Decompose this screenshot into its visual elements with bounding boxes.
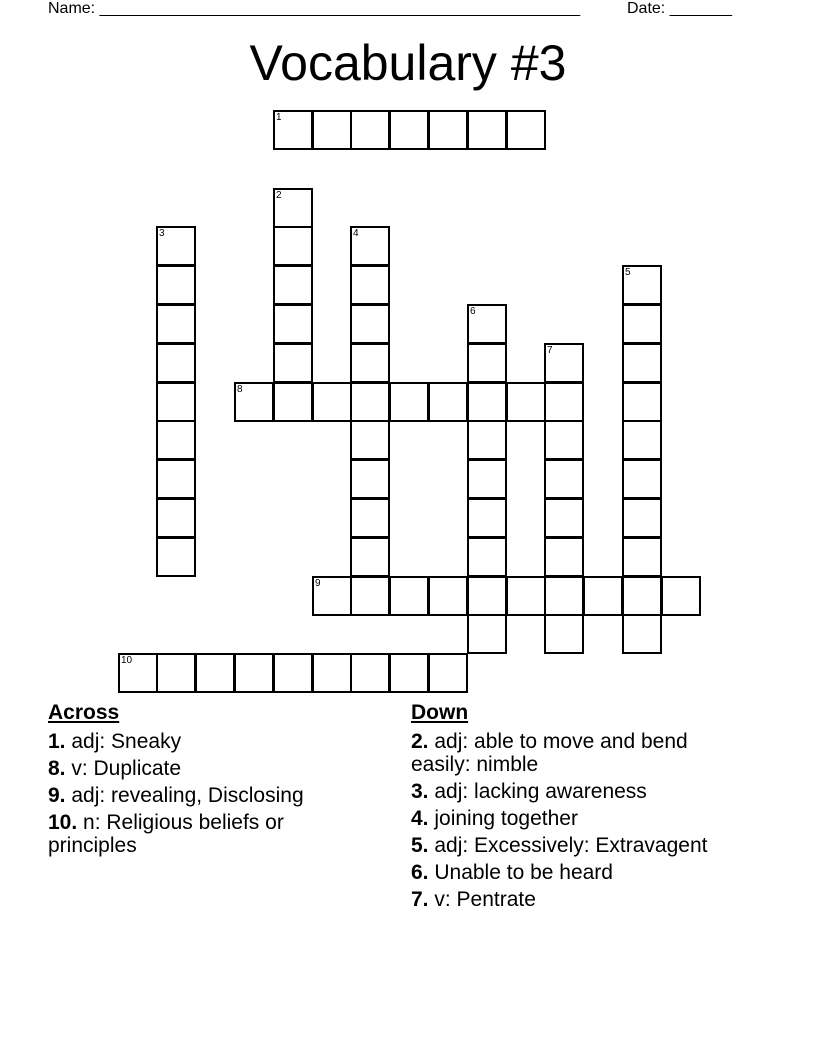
- crossword-cell[interactable]: [622, 459, 662, 499]
- clue-number: 1.: [48, 730, 66, 753]
- clue-text: adj: lacking awareness: [428, 780, 647, 803]
- crossword-cell[interactable]: [156, 653, 196, 693]
- clue-number: 7.: [411, 888, 429, 911]
- crossword-cell[interactable]: [273, 382, 313, 422]
- cell-number: 9: [315, 578, 321, 589]
- crossword-cell[interactable]: [661, 576, 701, 616]
- clue-text: n: Religious beliefs or principles: [48, 811, 284, 857]
- crossword-cell[interactable]: [350, 382, 390, 422]
- clue-number: 9.: [48, 784, 66, 807]
- crossword-cell[interactable]: [467, 420, 507, 460]
- crossword-cell[interactable]: [467, 304, 507, 344]
- crossword-cell[interactable]: [350, 459, 390, 499]
- crossword-cell[interactable]: [350, 576, 390, 616]
- clue-number: 5.: [411, 834, 429, 857]
- crossword-cell[interactable]: [544, 498, 584, 538]
- crossword-cell[interactable]: [273, 343, 313, 383]
- crossword-cell[interactable]: [350, 537, 390, 577]
- crossword-cell[interactable]: [312, 110, 352, 150]
- crossword-cell[interactable]: [389, 110, 429, 150]
- cell-number: 10: [121, 655, 133, 666]
- crossword-cell[interactable]: [273, 653, 313, 693]
- crossword-cell[interactable]: [622, 537, 662, 577]
- crossword-cell[interactable]: [350, 110, 390, 150]
- cell-number: 1: [276, 112, 282, 123]
- clue-text: Unable to be heard: [428, 861, 613, 884]
- clue-number: 8.: [48, 757, 66, 780]
- clue-text: v: Pentrate: [428, 888, 536, 911]
- crossword-cell[interactable]: [467, 459, 507, 499]
- cell-number: 3: [159, 228, 165, 239]
- clue-item: [48, 811, 378, 857]
- crossword-cell[interactable]: [544, 537, 584, 577]
- crossword-cell[interactable]: [467, 110, 507, 150]
- crossword-cell[interactable]: [156, 420, 196, 460]
- crossword-cell[interactable]: [156, 304, 196, 344]
- crossword-cell[interactable]: [544, 420, 584, 460]
- clue-item: [411, 888, 751, 911]
- crossword-cell[interactable]: [467, 498, 507, 538]
- clue-item: [48, 730, 378, 753]
- clue-item: [411, 861, 751, 884]
- date-field-label[interactable]: Date: _______: [627, 0, 732, 17]
- clue-text: adj: Excessively: Extravagent: [428, 834, 708, 857]
- clue-text: v: Duplicate: [65, 757, 182, 780]
- crossword-cell[interactable]: [350, 265, 390, 305]
- crossword-cell[interactable]: [156, 537, 196, 577]
- crossword-cell[interactable]: [350, 304, 390, 344]
- clue-item: [411, 807, 751, 830]
- clue-text: adj: revealing, Disclosing: [65, 784, 304, 807]
- crossword-cell[interactable]: [156, 382, 196, 422]
- crossword-cell[interactable]: [195, 653, 235, 693]
- clue-item: [411, 834, 751, 857]
- crossword-cell[interactable]: [273, 188, 313, 228]
- crossword-cell[interactable]: [544, 614, 584, 654]
- crossword-cell[interactable]: [622, 614, 662, 654]
- crossword-cell[interactable]: [622, 382, 662, 422]
- crossword-cell[interactable]: [467, 537, 507, 577]
- crossword-cell[interactable]: [234, 382, 274, 422]
- cell-number: 5: [625, 267, 631, 278]
- crossword-cell[interactable]: [622, 265, 662, 305]
- crossword-cell[interactable]: [622, 420, 662, 460]
- crossword-cell[interactable]: [622, 343, 662, 383]
- crossword-cell[interactable]: [467, 576, 507, 616]
- crossword-cell[interactable]: [156, 459, 196, 499]
- crossword-cell[interactable]: [118, 653, 158, 693]
- crossword-cell[interactable]: [389, 576, 429, 616]
- clue-number: 3.: [411, 780, 429, 803]
- clue-item: [411, 780, 751, 803]
- crossword-cell[interactable]: [312, 653, 352, 693]
- crossword-cell[interactable]: [428, 653, 468, 693]
- name-field-label[interactable]: Name: ______________________________________________________: [48, 0, 581, 17]
- crossword-cell[interactable]: [622, 576, 662, 616]
- crossword-cell[interactable]: [389, 653, 429, 693]
- crossword-cell[interactable]: [350, 498, 390, 538]
- crossword-cell[interactable]: [156, 343, 196, 383]
- cell-number: 6: [470, 306, 476, 317]
- clue-text: joining together: [428, 807, 578, 830]
- crossword-cell[interactable]: [506, 382, 546, 422]
- crossword-cell[interactable]: [273, 226, 313, 266]
- across-heading: Across: [48, 701, 120, 724]
- cell-number: 2: [276, 190, 282, 201]
- crossword-cell[interactable]: [312, 576, 352, 616]
- crossword-cell[interactable]: [583, 576, 623, 616]
- crossword-cell[interactable]: [544, 459, 584, 499]
- crossword-cell[interactable]: [544, 382, 584, 422]
- down-clues: [411, 701, 751, 915]
- cell-number: 7: [547, 345, 553, 356]
- crossword-cell[interactable]: [506, 576, 546, 616]
- crossword-cell[interactable]: [156, 265, 196, 305]
- across-clues: [48, 701, 378, 861]
- crossword-cell[interactable]: [467, 343, 507, 383]
- crossword-cell[interactable]: [156, 498, 196, 538]
- clue-number: 6.: [411, 861, 429, 884]
- clue-item: [48, 784, 378, 807]
- cell-number: 8: [237, 384, 243, 395]
- crossword-cell[interactable]: [234, 653, 274, 693]
- cell-number: 4: [353, 228, 359, 239]
- crossword-cell[interactable]: [467, 382, 507, 422]
- crossword-cell[interactable]: [273, 265, 313, 305]
- crossword-cell[interactable]: [350, 420, 390, 460]
- crossword-cell[interactable]: [389, 382, 429, 422]
- crossword-cell[interactable]: [467, 614, 507, 654]
- crossword-cell[interactable]: [622, 304, 662, 344]
- clue-text: adj: Sneaky: [65, 730, 182, 753]
- clue-number: 2.: [411, 730, 429, 753]
- crossword-cell[interactable]: [544, 343, 584, 383]
- crossword-cell[interactable]: [273, 304, 313, 344]
- crossword-cell[interactable]: [544, 576, 584, 616]
- crossword-cell[interactable]: [428, 382, 468, 422]
- crossword-cell[interactable]: [622, 498, 662, 538]
- crossword-cell[interactable]: [312, 382, 352, 422]
- crossword-cell[interactable]: [156, 226, 196, 266]
- page-title: Vocabulary #3: [249, 35, 567, 91]
- clue-text: adj: able to move and bend easily: nimble: [411, 730, 688, 776]
- crossword-cell[interactable]: [350, 653, 390, 693]
- clue-item: [411, 730, 751, 776]
- down-heading: Down: [411, 701, 469, 724]
- crossword-cell[interactable]: [350, 226, 390, 266]
- crossword-cell[interactable]: [350, 343, 390, 383]
- clue-number: 4.: [411, 807, 429, 830]
- crossword-cell[interactable]: [506, 110, 546, 150]
- clue-number: 10.: [48, 811, 78, 834]
- clue-item: [48, 757, 378, 780]
- crossword-cell[interactable]: [428, 576, 468, 616]
- crossword-cell[interactable]: [273, 110, 313, 150]
- crossword-cell[interactable]: [428, 110, 468, 150]
